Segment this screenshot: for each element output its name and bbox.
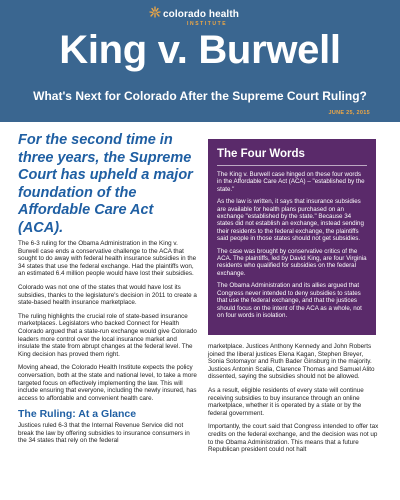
body-paragraph: Colorado was not one of the states that would have lost its subsidies, thanks to the legislature's decision in 2011 to create a state-based health insurance marketplace.: [18, 283, 197, 307]
body-paragraph: As a result, eligible residents of every state will continue receiving subsidies to buy insurance through an online marketplace, whether it is operated by a state or by the federal government.: [208, 386, 364, 417]
lead-statement: For the second time in three years, the Supreme Court has upheld a major foundation of the Affordable Care Act (ACA).: [18, 132, 193, 236]
body-paragraph: Justices ruled 6-3 that the Internal Revenue Service did not break the law by offering subsidies to insurance consumers in the 34 states that rely on the federal: [18, 422, 190, 445]
four-words-sidebar: [208, 139, 376, 335]
body-paragraph: marketplace. Justices Anthony Kennedy and John Roberts joined the liberal justices Elena Kagan, Stephen Breyer, Sonia Sotomayor and Ruth Bader Ginsburg in the majority. Justices Antonin Scalia, Clarence Thomas and Samuel Alito dissented, saying the subsidies should not be allowed.: [208, 343, 375, 381]
logo-name: colorado health: [163, 9, 239, 20]
sidebar-paragraph: The King v. Burwell case hinged on these four words in the Affordable Care Act (ACA) – "established by the state.": [217, 171, 365, 193]
sidebar-paragraph: The case was brought by conservative critics of the ACA. The plaintiffs, led by David King, are four Virginia residents who qualified for subsidies on the federal exchange.: [217, 247, 367, 277]
publication-date: JUNE 25, 2015: [328, 110, 370, 116]
sun-rays-icon: [149, 6, 161, 18]
page-title: King v. Burwell: [59, 28, 341, 72]
masthead: [0, 0, 400, 122]
body-paragraph: Importantly, the court said that Congress intended to offer tax credits on the federal exchange, and the decision was not up to the Obama Administration. This means that a future Republican president could not halt: [208, 423, 379, 454]
page-subtitle: What's Next for Colorado After the Supreme Court Ruling?: [33, 89, 367, 103]
body-paragraph: Moving ahead, the Colorado Health Institute expects the policy conversation, both at the state and national level, to take a more targeted focus on effectively implementing the law. This will include ensuring that everyone, including the newly insured, has access to affordable and convenient health care.: [18, 364, 197, 402]
sidebar-paragraph: The Obama Administration and its allies argued that Congress never intended to deny subsidies to states that use the federal exchange, and that the justices should focus on the intent of the ACA as a whole, not on four words in isolation.: [217, 282, 362, 319]
sidebar-paragraph: As the law is written, it says that insurance subsidies are available for health plans purchased on an exchange "established by the state." Because 34 states did not establish an exchange, instead sending their residents to the federal exchange, the plaintiffs said people in those states should not get subsidies.: [217, 198, 364, 243]
body-paragraph: The 6-3 ruling for the Obama Administration in the King v. Burwell case ends a conservative challenge to the ACA that sought to do away with federal health insurance subsidies in the 34 states that use the federal exchange. Had the plaintiffs won, an estimated 6.4 million people would have lost their subsidies.: [18, 240, 197, 278]
body-paragraph: The ruling highlights the crucial role of state-based insurance marketplaces. Legislators who backed Connect for Health Colorado argued that a state-run exchange would give Colorado leaders more control over the local insurance market and insulate the state from abrupt changes at the federal level. The King decision has proved them right.: [18, 312, 197, 358]
sidebar-heading: The Four Words: [217, 147, 367, 166]
right-column: [208, 343, 380, 460]
left-column: [18, 240, 198, 451]
logo-subtitle: INSTITUTE: [187, 21, 228, 27]
section-heading: The Ruling: At a Glance: [18, 408, 137, 421]
